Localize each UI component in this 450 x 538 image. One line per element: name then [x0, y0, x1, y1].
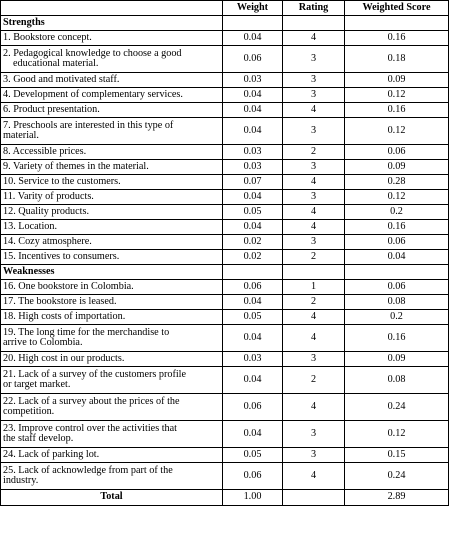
header-weighted-score: Weighted Score [345, 1, 449, 16]
rating-cell: 3 [283, 88, 345, 103]
weaknesses-label: Weaknesses [1, 265, 223, 280]
weighted-score-cell: 0.2 [345, 205, 449, 220]
weight-cell: 0.05 [223, 205, 283, 220]
rating-cell: 4 [283, 394, 345, 421]
weaknesses-row [1, 352, 449, 367]
weighted-score-cell: 0.09 [345, 73, 449, 88]
weighted-score-cell: 0.24 [345, 463, 449, 490]
rating-cell: 2 [283, 295, 345, 310]
rating-cell: 4 [283, 310, 345, 325]
weaknesses-row [1, 448, 449, 463]
factor-line-1: 19. The long time for the merchandise to [3, 326, 170, 338]
factor-cell [1, 463, 223, 490]
strengths-label: Strengths [1, 16, 223, 31]
factor-cell: 11. Varity of products. [1, 190, 223, 205]
strengths-row [1, 205, 449, 220]
factor-line-2: material. [3, 130, 39, 141]
weighted-score-cell: 0.16 [345, 325, 449, 352]
strengths-row [1, 250, 449, 265]
weaknesses-row [1, 394, 449, 421]
strengths-section-row [1, 16, 449, 31]
rating-cell: 4 [283, 220, 345, 235]
factor-line-1: 21. Lack of a survey of the customers profile [3, 368, 187, 380]
factor-cell [1, 325, 223, 352]
rating-cell: 2 [283, 367, 345, 394]
rating-cell: 4 [283, 463, 345, 490]
rating-cell: 4 [283, 325, 345, 352]
weaknesses-row [1, 325, 449, 352]
weighted-score-cell: 0.09 [345, 352, 449, 367]
strengths-row [1, 160, 449, 175]
factor-cell [1, 367, 223, 394]
weight-cell: 0.04 [223, 367, 283, 394]
total-score: 2.89 [345, 490, 449, 506]
factor-line-1: 25. Lack of acknowledge from part of the [3, 464, 173, 476]
factor-cell: 20. High cost in our products. [1, 352, 223, 367]
header-weight: Weight [223, 1, 283, 16]
factor-cell: 1. Bookstore concept. [1, 31, 223, 46]
rating-cell: 3 [283, 46, 345, 73]
weighted-score-cell: 0.12 [345, 118, 449, 145]
factor-cell: 10. Service to the customers. [1, 175, 223, 190]
weaknesses-row [1, 310, 449, 325]
weight-cell: 0.06 [223, 46, 283, 73]
weighted-score-cell: 0.08 [345, 295, 449, 310]
weaknesses-row [1, 367, 449, 394]
total-rating [283, 490, 345, 506]
factor-line-2: arrive to Colombia. [3, 337, 83, 348]
strengths-row [1, 31, 449, 46]
weighted-score-cell: 0.06 [345, 235, 449, 250]
weighted-score-cell: 0.28 [345, 175, 449, 190]
factor-line-2: the staff develop. [3, 433, 74, 444]
weight-cell: 0.03 [223, 160, 283, 175]
strengths-row [1, 175, 449, 190]
factor-cell [1, 118, 223, 145]
factor-cell: 12. Quality products. [1, 205, 223, 220]
strengths-row [1, 46, 449, 73]
total-row [1, 490, 449, 506]
strengths-row [1, 235, 449, 250]
factor-cell [1, 46, 223, 73]
strengths-row [1, 118, 449, 145]
rating-cell: 4 [283, 175, 345, 190]
weight-cell: 0.04 [223, 88, 283, 103]
weight-cell: 0.02 [223, 250, 283, 265]
weighted-score-cell: 0.16 [345, 31, 449, 46]
factor-line-2: competition. [3, 406, 55, 417]
factor-line-1: 2. Pedagogical knowledge to choose a good [3, 47, 182, 59]
factor-cell: 18. High costs of importation. [1, 310, 223, 325]
weighted-score-cell: 0.12 [345, 421, 449, 448]
rating-cell: 3 [283, 160, 345, 175]
weight-cell: 0.03 [223, 352, 283, 367]
factor-cell: 16. One bookstore in Colombia. [1, 280, 223, 295]
weaknesses-row [1, 463, 449, 490]
weight-cell: 0.03 [223, 73, 283, 88]
rating-cell: 3 [283, 73, 345, 88]
weight-cell: 0.07 [223, 175, 283, 190]
header-rating: Rating [283, 1, 345, 16]
rating-cell: 2 [283, 145, 345, 160]
weight-cell: 0.05 [223, 310, 283, 325]
header-row [1, 1, 449, 16]
weight-cell: 0.04 [223, 103, 283, 118]
weight-cell: 0.06 [223, 394, 283, 421]
weight-cell: 0.04 [223, 190, 283, 205]
factor-cell: 17. The bookstore is leased. [1, 295, 223, 310]
strengths-row [1, 220, 449, 235]
weight-cell: 0.06 [223, 280, 283, 295]
strengths-row [1, 145, 449, 160]
weight-cell: 0.04 [223, 220, 283, 235]
factor-cell: 4. Development of complementary services. [1, 88, 223, 103]
weight-cell: 0.02 [223, 235, 283, 250]
weighted-score-cell: 0.08 [345, 367, 449, 394]
factor-line-1: 7. Preschools are interested in this type of [3, 119, 174, 131]
rating-cell: 3 [283, 448, 345, 463]
rating-cell: 3 [283, 235, 345, 250]
weight-cell: 0.06 [223, 463, 283, 490]
factor-cell: 24. Lack of parking lot. [1, 448, 223, 463]
strengths-row [1, 190, 449, 205]
factor-cell: 15. Incentives to consumers. [1, 250, 223, 265]
weight-cell: 0.03 [223, 145, 283, 160]
rating-cell: 3 [283, 421, 345, 448]
total-label: Total [1, 490, 223, 506]
header-factor [1, 1, 223, 16]
weight-cell: 0.04 [223, 31, 283, 46]
factor-line-1: 23. Improve control over the activities that [3, 422, 177, 434]
strengths-row [1, 73, 449, 88]
rating-cell: 2 [283, 250, 345, 265]
rating-cell: 4 [283, 205, 345, 220]
weaknesses-row [1, 421, 449, 448]
rating-cell: 3 [283, 190, 345, 205]
weaknesses-row [1, 280, 449, 295]
weaknesses-row [1, 295, 449, 310]
weight-cell: 0.04 [223, 118, 283, 145]
weight-cell: 0.04 [223, 295, 283, 310]
factor-cell: 3. Good and motivated staff. [1, 73, 223, 88]
rating-cell: 1 [283, 280, 345, 295]
rating-cell: 3 [283, 352, 345, 367]
strengths-row [1, 88, 449, 103]
strengths-row [1, 103, 449, 118]
factor-line-2: educational material. [13, 58, 99, 69]
weighted-score-cell: 0.12 [345, 190, 449, 205]
factor-line-1: 22. Lack of a survey about the prices of the [3, 395, 180, 407]
factor-cell: 8. Accessible prices. [1, 145, 223, 160]
weighted-score-cell: 0.06 [345, 280, 449, 295]
weight-cell: 0.04 [223, 325, 283, 352]
weighted-score-cell: 0.16 [345, 220, 449, 235]
weighted-score-cell: 0.2 [345, 310, 449, 325]
factor-cell: 13. Location. [1, 220, 223, 235]
factor-cell: 9. Variety of themes in the material. [1, 160, 223, 175]
rating-cell: 3 [283, 118, 345, 145]
factor-cell: 14. Cozy atmosphere. [1, 235, 223, 250]
factor-line-2: industry. [3, 475, 39, 486]
weight-cell: 0.04 [223, 421, 283, 448]
rating-cell: 4 [283, 31, 345, 46]
factor-cell [1, 421, 223, 448]
weaknesses-section-row [1, 265, 449, 280]
weighted-score-cell: 0.09 [345, 160, 449, 175]
rating-cell: 4 [283, 103, 345, 118]
weighted-score-cell: 0.24 [345, 394, 449, 421]
weighted-score-cell: 0.04 [345, 250, 449, 265]
weight-cell: 0.05 [223, 448, 283, 463]
weighted-score-cell: 0.15 [345, 448, 449, 463]
weighted-score-cell: 0.06 [345, 145, 449, 160]
weighted-score-cell: 0.18 [345, 46, 449, 73]
total-weight: 1.00 [223, 490, 283, 506]
factor-line-2: or target market. [3, 379, 71, 390]
factor-cell: 6. Product presentation. [1, 103, 223, 118]
weighted-score-cell: 0.12 [345, 88, 449, 103]
weighted-score-cell: 0.16 [345, 103, 449, 118]
factor-cell [1, 394, 223, 421]
